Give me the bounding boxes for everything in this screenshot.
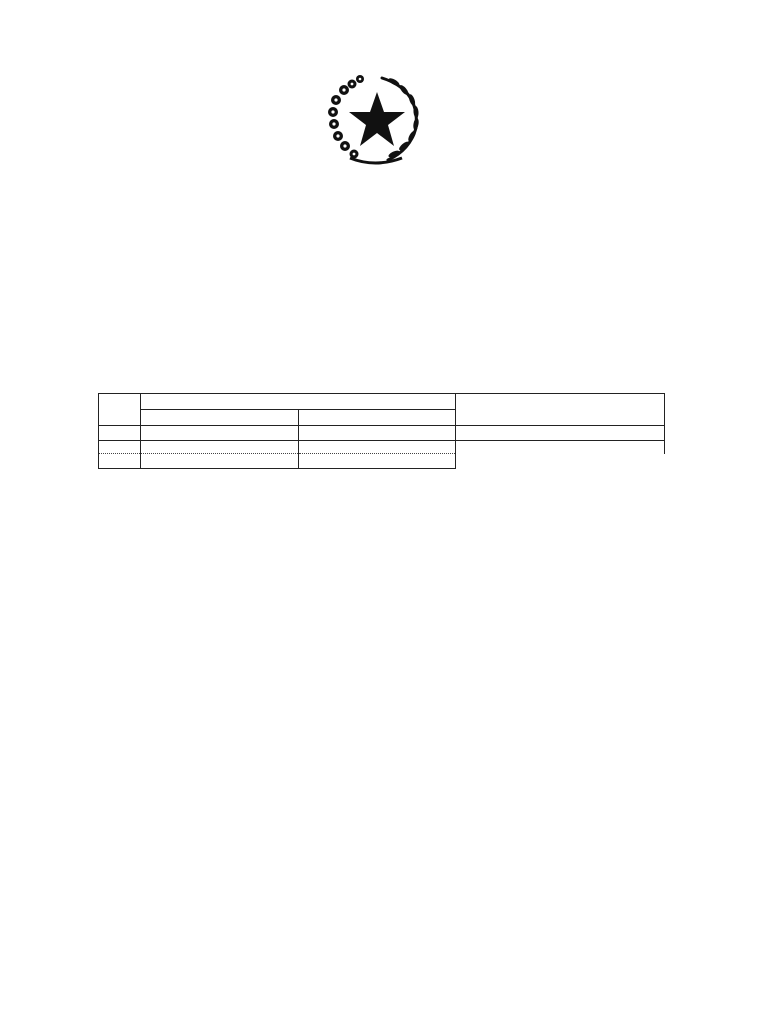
col-number	[299, 426, 456, 441]
col-group-header	[141, 394, 456, 410]
col-number	[456, 426, 665, 441]
keterangan-cell	[456, 441, 665, 454]
col-no-header	[99, 394, 141, 426]
col-baru-header	[299, 410, 456, 426]
pension-table	[98, 393, 665, 469]
col-keterangan-header	[456, 394, 665, 426]
col-lama-header	[141, 410, 299, 426]
col-number	[141, 426, 299, 441]
col-number	[99, 426, 141, 441]
garuda-star-emblem-icon	[322, 70, 428, 170]
